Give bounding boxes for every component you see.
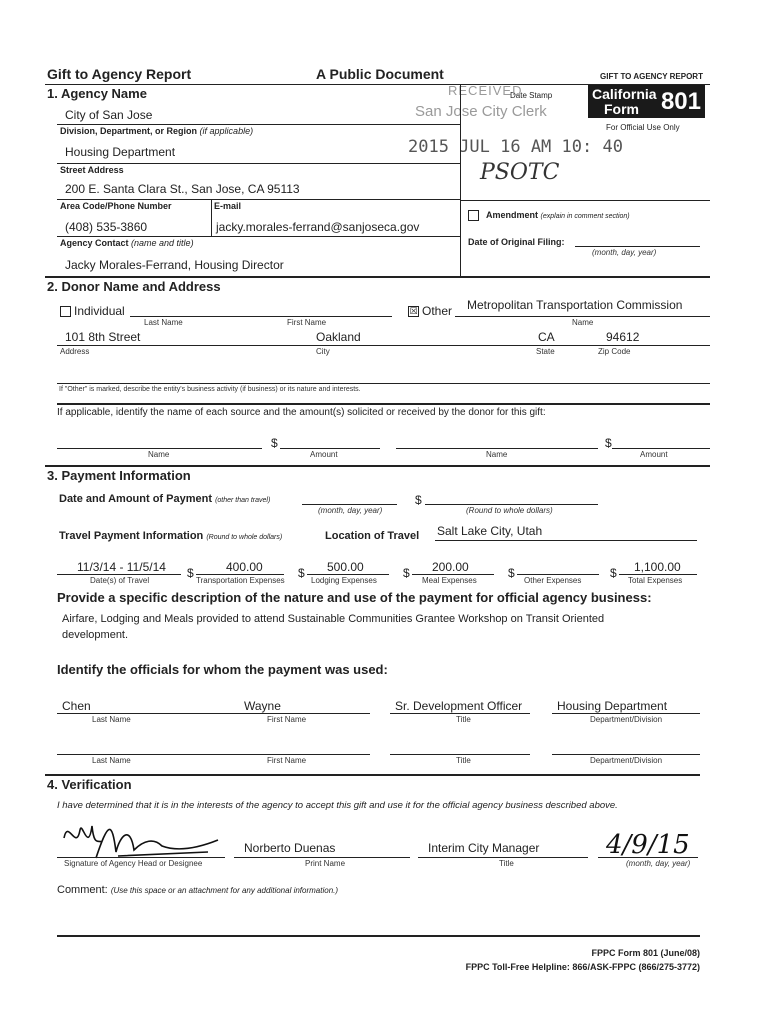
section1-heading: 1. Agency Name bbox=[47, 86, 147, 101]
form-top-label: GIFT TO AGENCY REPORT bbox=[600, 72, 703, 81]
official-use-label: For Official Use Only bbox=[606, 123, 680, 132]
source1-amount-field[interactable] bbox=[280, 448, 380, 449]
other-donor-name[interactable]: Metropolitan Transportation Commission bbox=[467, 298, 683, 312]
individual-name-field[interactable] bbox=[130, 316, 392, 317]
payment-round-hint: (Round to whole dollars) bbox=[466, 506, 553, 515]
source-note: If applicable, identify the name of each source and the amount(s) solicited or received by the donor for this gift: bbox=[57, 407, 546, 418]
travel-payment-label: Travel Payment Information (Round to whole dollars) bbox=[59, 530, 283, 542]
zip-label: Zip Code bbox=[598, 347, 631, 356]
official2-dept-label: Department/Division bbox=[590, 756, 663, 765]
source1-name-label: Name bbox=[148, 450, 170, 459]
source2-amount-label: Amount bbox=[640, 450, 668, 459]
other-note: If "Other" is marked, describe the entity's business activity (if business) or its nature and interests. bbox=[59, 386, 361, 393]
business-activity-field[interactable] bbox=[57, 383, 710, 384]
verification-date-hint: (month, day, year) bbox=[626, 859, 691, 868]
official2-title-label: Title bbox=[456, 756, 471, 765]
official2-name-field[interactable] bbox=[57, 754, 370, 755]
verifier-title-value[interactable]: Interim City Manager bbox=[428, 841, 540, 855]
donor-name-label: Name bbox=[572, 318, 594, 327]
lodging-dollar: $ bbox=[298, 566, 305, 580]
description-line2[interactable]: development. bbox=[62, 629, 129, 641]
transport-value[interactable]: 400.00 bbox=[226, 560, 263, 574]
print-name-value[interactable]: Norberto Duenas bbox=[244, 841, 336, 855]
contact-label: Agency Contact (name and title) bbox=[60, 238, 194, 248]
payment-dollar: $ bbox=[415, 493, 422, 507]
street-label: Street Address bbox=[60, 165, 124, 175]
verifier-title-label: Title bbox=[499, 859, 514, 868]
description-heading: Provide a specific description of the nature and use of the payment for official agency business: bbox=[57, 590, 652, 605]
source2-dollar: $ bbox=[605, 436, 612, 450]
official2-last-label: Last Name bbox=[92, 756, 131, 765]
official1-dept-label: Department/Division bbox=[590, 715, 663, 724]
print-name-label: Print Name bbox=[305, 859, 346, 868]
public-document-label: A Public Document bbox=[316, 66, 444, 82]
signature-label: Signature of Agency Head or Designee bbox=[64, 859, 203, 868]
official-department[interactable]: Housing Department bbox=[557, 699, 668, 713]
section3-heading: 3. Payment Information bbox=[47, 468, 191, 483]
initials-stamp: PSOTC bbox=[480, 160, 560, 185]
official1-title-label: Title bbox=[456, 715, 471, 724]
official-title[interactable]: Sr. Development Officer bbox=[395, 699, 523, 713]
section4-heading: 4. Verification bbox=[47, 777, 132, 792]
total-label: Total Expenses bbox=[628, 576, 683, 585]
donor-state[interactable]: CA bbox=[538, 330, 555, 344]
official1-first-label: First Name bbox=[267, 715, 307, 724]
other-checkbox[interactable]: ☒ bbox=[409, 306, 418, 316]
comment-label: Comment: (Use this space or an attachment for any additional information.) bbox=[57, 884, 339, 896]
official2-first-label: First Name bbox=[267, 756, 307, 765]
email-value[interactable]: jacky.morales-ferrand@sanjoseca.gov bbox=[216, 220, 420, 234]
date-stamp-label: Date Stamp bbox=[510, 91, 553, 100]
location-label: Location of Travel bbox=[325, 530, 420, 542]
state-label: State bbox=[536, 347, 555, 356]
source1-dollar: $ bbox=[271, 436, 278, 450]
original-filing-hint: (month, day, year) bbox=[592, 248, 657, 257]
transport-label: Transportation Expenses bbox=[196, 576, 285, 585]
contact-value[interactable]: Jacky Morales-Ferrand, Housing Director bbox=[65, 258, 284, 272]
city-label: City bbox=[316, 347, 330, 356]
division-label: Division, Department, or Region (if applicable) bbox=[60, 126, 254, 136]
donor-address[interactable]: 101 8th Street bbox=[65, 330, 141, 344]
original-filing-label: Date of Original Filing: bbox=[468, 237, 565, 247]
form-title: Gift to Agency Report bbox=[47, 66, 192, 82]
other-exp-dollar: $ bbox=[508, 566, 515, 580]
verification-statement: I have determined that it is in the interests of the agency to accept this gift and use it for the official agency business described above. bbox=[57, 800, 618, 811]
form-version: FPPC Form 801 (June/08) bbox=[591, 948, 700, 958]
verification-date[interactable]: 4/9/15 bbox=[606, 830, 690, 860]
lodging-label: Lodging Expenses bbox=[311, 576, 377, 585]
date-amount-label: Date and Amount of Payment (other than travel) bbox=[59, 493, 271, 505]
address-label: Address bbox=[60, 347, 90, 356]
street-value[interactable]: 200 E. Santa Clara St., San Jose, CA 95113 bbox=[65, 182, 300, 196]
badge-form: Form bbox=[604, 101, 639, 117]
source2-amount-field[interactable] bbox=[612, 448, 710, 449]
lodging-value[interactable]: 500.00 bbox=[327, 560, 364, 574]
badge-state: California bbox=[592, 86, 657, 102]
description-line1[interactable]: Airfare, Lodging and Meals provided to attend Sustainable Communities Grantee Workshop on Transit Oriented bbox=[62, 613, 605, 625]
meal-dollar: $ bbox=[403, 566, 410, 580]
travel-dates[interactable]: 11/3/14 - 11/5/14 bbox=[77, 560, 166, 574]
original-filing-field[interactable] bbox=[575, 246, 700, 247]
badge-number: 801 bbox=[660, 88, 701, 115]
meal-value[interactable]: 200.00 bbox=[432, 560, 469, 574]
date-time-stamp: 2015 JUL 16 AM 10: 40 bbox=[408, 137, 623, 157]
email-label: E-mail bbox=[214, 201, 242, 211]
last-name-label: Last Name bbox=[144, 318, 183, 327]
source1-name-field[interactable] bbox=[57, 448, 262, 449]
source2-name-field[interactable] bbox=[396, 448, 598, 449]
section2-heading: 2. Donor Name and Address bbox=[47, 279, 221, 294]
donor-city[interactable]: Oakland bbox=[316, 330, 361, 344]
donor-zip[interactable]: 94612 bbox=[606, 330, 640, 344]
individual-label: Individual bbox=[74, 304, 125, 318]
official-first-name[interactable]: Wayne bbox=[244, 699, 281, 713]
phone-label: Area Code/Phone Number bbox=[60, 201, 172, 211]
payment-amount-field[interactable] bbox=[425, 504, 598, 505]
official2-dept-field[interactable] bbox=[552, 754, 700, 755]
total-value[interactable]: 1,100.00 bbox=[634, 560, 681, 574]
officials-heading: Identify the officials for whom the payment was used: bbox=[57, 662, 388, 677]
first-name-label: First Name bbox=[287, 318, 327, 327]
total-dollar: $ bbox=[610, 566, 617, 580]
meal-label: Meal Expenses bbox=[422, 576, 477, 585]
other-label: Other bbox=[422, 304, 453, 318]
amendment-checkbox[interactable] bbox=[468, 210, 479, 221]
comment-field[interactable] bbox=[57, 935, 700, 937]
division-value[interactable]: Housing Department bbox=[65, 145, 176, 159]
individual-checkbox[interactable] bbox=[60, 306, 71, 317]
other-exp-label: Other Expenses bbox=[524, 576, 582, 585]
fppc-helpline: FPPC Toll-Free Helpline: 866/ASK-FPPC (866/275-3772) bbox=[465, 962, 700, 972]
california-form-badge bbox=[588, 85, 705, 118]
official-last-name[interactable]: Chen bbox=[62, 699, 91, 713]
source2-name-label: Name bbox=[486, 450, 508, 459]
clerk-stamp: San Jose City Clerk bbox=[415, 103, 547, 120]
amendment-label: Amendment (explain in comment section) bbox=[486, 210, 630, 220]
payment-date-hint: (month, day, year) bbox=[318, 506, 383, 515]
payment-date-field[interactable] bbox=[302, 504, 397, 505]
official1-last-label: Last Name bbox=[92, 715, 131, 724]
received-stamp: RECEIVED bbox=[448, 83, 523, 98]
transport-dollar: $ bbox=[187, 566, 194, 580]
agency-name[interactable]: City of San Jose bbox=[65, 108, 153, 122]
location-value[interactable]: Salt Lake City, Utah bbox=[437, 524, 543, 538]
phone-value[interactable]: (408) 535-3860 bbox=[65, 220, 148, 234]
source1-amount-label: Amount bbox=[310, 450, 338, 459]
official2-title-field[interactable] bbox=[390, 754, 530, 755]
travel-dates-label: Date(s) of Travel bbox=[90, 576, 150, 585]
